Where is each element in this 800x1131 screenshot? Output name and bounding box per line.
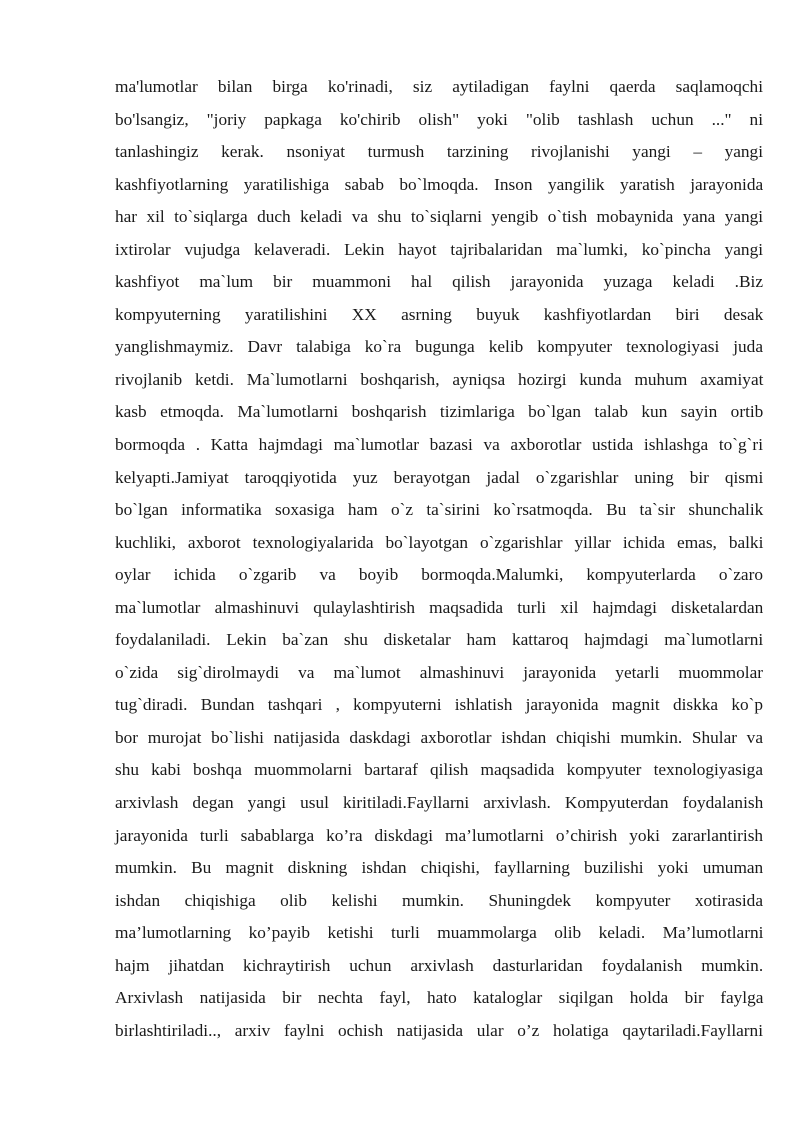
text-line: kuchliki, axborot texnologiyalarida bo`layotgan o`zgarishlar yillar ichida emas, balki bbox=[115, 532, 764, 552]
text-line: ma’lumotlarning ko’payib ketishi turli muammolarga olib keladi. Ma’lumotlarni bbox=[115, 923, 764, 943]
text-line: kelyapti.Jamiyat taroqqiyotida yuz berayotgan jadal o`zgarishlar uning bir qismi bbox=[115, 467, 764, 487]
text-line: birlashtiriladi.., arxiv faylni ochish natijasida ular o’z holatiga qaytariladi.Fayllarni bbox=[115, 1020, 763, 1040]
text-line: tanlashingiz kerak. nsoniyat turmush tarzining rivojlanishi yangi – yangi bbox=[115, 142, 763, 162]
text-line: tug`diradi. Bundan tashqari , kompyuterni ishlatish jarayonida magnit diskka ko`p bbox=[115, 695, 763, 715]
text-line: ma`lumotlar almashinuvi qulaylashtirish maqsadida turli xil hajmdagi disketalardan bbox=[115, 597, 764, 617]
text-line: kompyuterning yaratilishini XX asrning buyuk kashfiyotlardan biri desak bbox=[115, 304, 764, 324]
text-line: oylar ichida o`zgarib va boyib bormoqda.Malumki, kompyuterlarda o`zaro bbox=[115, 565, 763, 585]
text-line: yanglishmaymiz. Davr talabiga ko`ra bugunga kelib kompyuter texnologiyasi juda bbox=[115, 337, 763, 357]
text-line: arxivlash degan yangi usul kiritiladi.Fayllarni arxivlash. Kompyuterdan foydalanish bbox=[115, 793, 764, 813]
body-paragraph bbox=[115, 71, 763, 1047]
text-line: mumkin. Bu magnit diskning ishdan chiqishi, fayllarning buzilishi yoki umuman bbox=[115, 858, 764, 878]
text-line: bo'lsangiz, "joriy papkaga ko'chirib olish" yoki "olib tashlash uchun ..." ni bbox=[115, 109, 763, 129]
text-line: o`zida sig`dirolmaydi va ma`lumot almashinuvi jarayonida yetarli muommolar bbox=[115, 662, 763, 682]
text-line: kashfiyotlarning yaratilishiga sabab bo`lmoqda. Inson yangilik yaratish jarayonida bbox=[115, 174, 764, 194]
text-line: kasb etmoqda. Ma`lumotlarni boshqarish tizimlariga bo`lgan talab kun sayin ortib bbox=[115, 402, 764, 422]
text-line: foydalaniladi. Lekin ba`zan shu disketalar ham kattaroq hajmdagi ma`lumotlarni bbox=[115, 630, 764, 650]
text-line: rivojlanib ketdi. Ma`lumotlarni boshqarish, ayniqsa hozirgi kunda muhum axamiyat bbox=[115, 369, 764, 389]
text-line: ma'lumotlar bilan birga ko'rinadi, siz aytiladigan faylni qaerda saqlamoqchi bbox=[115, 77, 763, 96]
text-line: bormoqda . Katta hajmdagi ma`lumotlar bazasi va axborotlar ustida ishlashga to`g`ri bbox=[115, 435, 763, 455]
text-line: kashfiyot ma`lum bir muammoni hal qilish jarayonida yuzaga keladi .Biz bbox=[115, 272, 763, 292]
text-line: har xil to`siqlarga duch keladi va shu to`siqlarni yengib o`tish mobaynida yana yangi bbox=[115, 207, 764, 227]
text-line: jarayonida turli sabablarga ko’ra diskdagi ma’lumotlarni o’chirish yoki zararlantirish bbox=[115, 825, 764, 845]
text-line: shu kabi boshqa muommolarni bartaraf qilish maqsadida kompyuter texnologiyasiga bbox=[115, 760, 763, 780]
text-line: hajm jihatdan kichraytirish uchun arxivlash dasturlaridan foydalanish mumkin. bbox=[115, 955, 764, 975]
text-line: bo`lgan informatika soxasiga ham o`z ta`sirini ko`rsatmoqda. Bu ta`sir shunchalik bbox=[115, 500, 764, 520]
text-line: ishdan chiqishiga olib kelishi mumkin. Shuningdek kompyuter xotirasida bbox=[115, 890, 763, 910]
text-line: bor murojat bo`lishi natijasida daskdagi axborotlar ishdan chiqishi mumkin. Shular va bbox=[115, 727, 763, 747]
text-line: ixtirolar vujudga kelaveradi. Lekin hayot tajribalaridan ma`lumki, ko`pincha yangi bbox=[115, 239, 764, 259]
text-line: Arxivlash natijasida bir nechta fayl, hato kataloglar siqilgan holda bir faylga bbox=[115, 988, 764, 1008]
